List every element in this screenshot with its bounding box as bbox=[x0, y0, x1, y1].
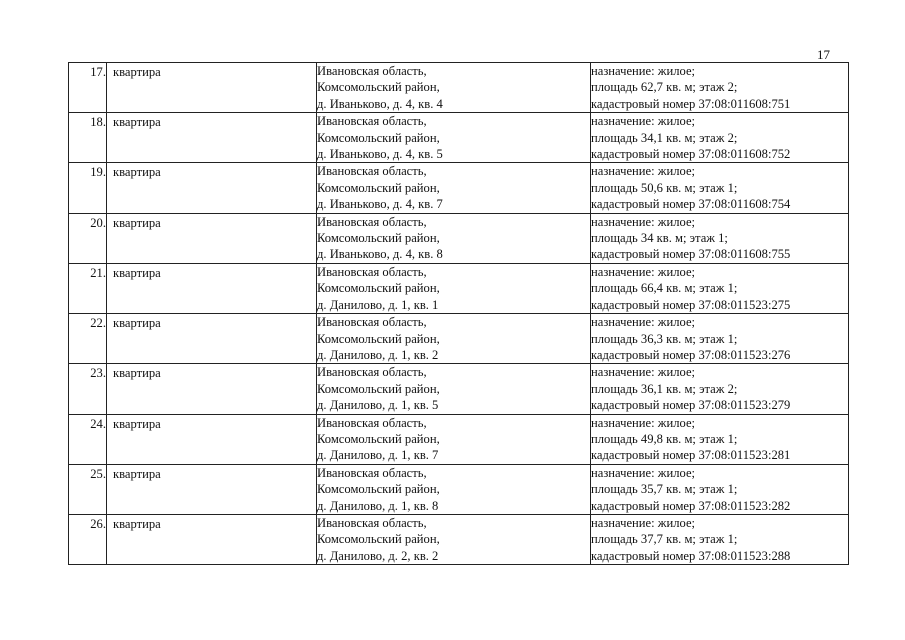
object-type-cell bbox=[107, 514, 317, 564]
cadastral-number: кадастровый номер 37:08:011523:282 bbox=[591, 498, 791, 513]
address-locality: д. Данилово, д. 1, кв. 2 bbox=[317, 347, 439, 362]
object-type: квартира bbox=[113, 466, 161, 481]
address-region: Ивановская область, bbox=[317, 64, 427, 78]
row-number-cell bbox=[69, 364, 107, 414]
purpose: назначение: жилое; bbox=[591, 315, 696, 330]
address-cell bbox=[317, 464, 591, 514]
description-cell bbox=[591, 464, 849, 514]
purpose: назначение: жилое; bbox=[591, 114, 696, 129]
address-district: Комсомольский район, bbox=[317, 331, 440, 346]
address-cell bbox=[317, 414, 591, 464]
row-number-cell bbox=[69, 113, 107, 163]
address-cell bbox=[317, 364, 591, 414]
object-type: квартира bbox=[113, 316, 161, 331]
table-row bbox=[69, 314, 849, 364]
address-district: Комсомольский район, bbox=[317, 381, 440, 396]
purpose: назначение: жилое; bbox=[591, 264, 696, 279]
address-cell bbox=[317, 263, 591, 313]
object-type-cell bbox=[107, 364, 317, 414]
row-number-cell bbox=[69, 514, 107, 564]
address-locality: д. Данилово, д. 1, кв. 7 bbox=[317, 448, 439, 463]
address-region: Ивановская область, bbox=[317, 315, 427, 330]
area-floor: площадь 36,1 кв. м; этаж 2; bbox=[591, 381, 738, 396]
address-region: Ивановская область, bbox=[317, 114, 427, 129]
address-locality: д. Иваньково, д. 4, кв. 7 bbox=[317, 197, 443, 212]
address-district: Комсомольский район, bbox=[317, 482, 440, 497]
address-region: Ивановская область, bbox=[317, 164, 427, 179]
property-table-body bbox=[69, 63, 849, 565]
address-region: Ивановская область, bbox=[317, 365, 427, 380]
row-number: 22. bbox=[90, 316, 106, 331]
address-district: Комсомольский район, bbox=[317, 431, 440, 446]
purpose: назначение: жилое; bbox=[591, 64, 696, 78]
row-number-cell bbox=[69, 464, 107, 514]
description-cell bbox=[591, 113, 849, 163]
area-floor: площадь 36,3 кв. м; этаж 1; bbox=[591, 331, 738, 346]
object-type-cell bbox=[107, 113, 317, 163]
object-type: квартира bbox=[113, 165, 161, 180]
area-floor: площадь 66,4 кв. м; этаж 1; bbox=[591, 281, 738, 296]
object-type: квартира bbox=[113, 516, 161, 531]
row-number: 25. bbox=[90, 466, 106, 481]
area-floor: площадь 62,7 кв. м; этаж 2; bbox=[591, 80, 738, 95]
purpose: назначение: жилое; bbox=[591, 515, 696, 530]
page-number: 17 bbox=[817, 47, 830, 62]
object-type: квартира bbox=[113, 215, 161, 230]
row-number: 24. bbox=[90, 416, 106, 431]
address-cell bbox=[317, 314, 591, 364]
row-number-cell bbox=[69, 163, 107, 213]
purpose: назначение: жилое; bbox=[591, 465, 696, 480]
row-number: 18. bbox=[90, 115, 106, 130]
object-type-cell bbox=[107, 213, 317, 263]
object-type-cell bbox=[107, 414, 317, 464]
cadastral-number: кадастровый номер 37:08:011523:276 bbox=[591, 347, 791, 362]
description-cell bbox=[591, 364, 849, 414]
object-type-cell bbox=[107, 314, 317, 364]
object-type: квартира bbox=[113, 416, 161, 431]
object-type-cell bbox=[107, 263, 317, 313]
object-type: квартира bbox=[113, 65, 161, 79]
address-district: Комсомольский район, bbox=[317, 130, 440, 145]
description-cell bbox=[591, 314, 849, 364]
address-cell bbox=[317, 63, 591, 113]
address-district: Комсомольский район, bbox=[317, 281, 440, 296]
row-number-cell bbox=[69, 63, 107, 113]
address-district: Комсомольский район, bbox=[317, 180, 440, 195]
cadastral-number: кадастровый номер 37:08:011523:279 bbox=[591, 398, 791, 413]
cadastral-number: кадастровый номер 37:08:011608:752 bbox=[591, 147, 791, 162]
property-table bbox=[68, 62, 849, 565]
address-region: Ивановская область, bbox=[317, 214, 427, 229]
object-type: квартира bbox=[113, 265, 161, 280]
address-region: Ивановская область, bbox=[317, 415, 427, 430]
table-row bbox=[69, 464, 849, 514]
description-cell bbox=[591, 163, 849, 213]
cadastral-number: кадастровый номер 37:08:011523:275 bbox=[591, 297, 791, 312]
row-number-cell bbox=[69, 414, 107, 464]
row-number-cell bbox=[69, 314, 107, 364]
object-type-cell bbox=[107, 163, 317, 213]
area-floor: площадь 37,7 кв. м; этаж 1; bbox=[591, 532, 738, 547]
description-cell bbox=[591, 414, 849, 464]
description-cell bbox=[591, 63, 849, 113]
cadastral-number: кадастровый номер 37:08:011523:281 bbox=[591, 448, 791, 463]
description-cell bbox=[591, 263, 849, 313]
area-floor: площадь 34 кв. м; этаж 1; bbox=[591, 231, 728, 246]
address-cell bbox=[317, 113, 591, 163]
table-row bbox=[69, 213, 849, 263]
row-number-cell bbox=[69, 213, 107, 263]
cadastral-number: кадастровый номер 37:08:011608:755 bbox=[591, 247, 791, 262]
address-district: Комсомольский район, bbox=[317, 231, 440, 246]
address-locality: д. Данилово, д. 1, кв. 8 bbox=[317, 498, 439, 513]
area-floor: площадь 35,7 кв. м; этаж 1; bbox=[591, 482, 738, 497]
purpose: назначение: жилое; bbox=[591, 365, 696, 380]
description-cell bbox=[591, 213, 849, 263]
row-number: 20. bbox=[90, 215, 106, 230]
address-locality: д. Иваньково, д. 4, кв. 5 bbox=[317, 147, 443, 162]
row-number: 23. bbox=[90, 366, 106, 381]
table-row bbox=[69, 163, 849, 213]
row-number: 19. bbox=[90, 165, 106, 180]
address-district: Комсомольский район, bbox=[317, 80, 440, 95]
row-number: 17. bbox=[90, 65, 106, 79]
address-region: Ивановская область, bbox=[317, 264, 427, 279]
address-locality: д. Данилово, д. 1, кв. 1 bbox=[317, 297, 439, 312]
address-locality: д. Иваньково, д. 4, кв. 4 bbox=[317, 96, 443, 111]
row-number: 26. bbox=[90, 516, 106, 531]
object-type: квартира bbox=[113, 366, 161, 381]
row-number-cell bbox=[69, 263, 107, 313]
address-locality: д. Иваньково, д. 4, кв. 8 bbox=[317, 247, 443, 262]
address-region: Ивановская область, bbox=[317, 515, 427, 530]
address-locality: д. Данилово, д. 1, кв. 5 bbox=[317, 398, 439, 413]
cadastral-number: кадастровый номер 37:08:011608:751 bbox=[591, 96, 791, 111]
description-cell bbox=[591, 514, 849, 564]
table-row bbox=[69, 514, 849, 564]
row-number: 21. bbox=[90, 265, 106, 280]
cadastral-number: кадастровый номер 37:08:011608:754 bbox=[591, 197, 791, 212]
address-district: Комсомольский район, bbox=[317, 532, 440, 547]
cadastral-number: кадастровый номер 37:08:011523:288 bbox=[591, 548, 791, 563]
object-type-cell bbox=[107, 464, 317, 514]
area-floor: площадь 34,1 кв. м; этаж 2; bbox=[591, 130, 738, 145]
object-type: квартира bbox=[113, 115, 161, 130]
purpose: назначение: жилое; bbox=[591, 164, 696, 179]
purpose: назначение: жилое; bbox=[591, 415, 696, 430]
table-row bbox=[69, 113, 849, 163]
table-row bbox=[69, 63, 849, 113]
address-cell bbox=[317, 514, 591, 564]
area-floor: площадь 49,8 кв. м; этаж 1; bbox=[591, 431, 738, 446]
table-row bbox=[69, 364, 849, 414]
purpose: назначение: жилое; bbox=[591, 214, 696, 229]
table-row bbox=[69, 414, 849, 464]
area-floor: площадь 50,6 кв. м; этаж 1; bbox=[591, 180, 738, 195]
address-cell bbox=[317, 163, 591, 213]
property-table-container bbox=[68, 62, 848, 565]
table-row bbox=[69, 263, 849, 313]
object-type-cell bbox=[107, 63, 317, 113]
address-region: Ивановская область, bbox=[317, 465, 427, 480]
address-cell bbox=[317, 213, 591, 263]
address-locality: д. Данилово, д. 2, кв. 2 bbox=[317, 548, 439, 563]
